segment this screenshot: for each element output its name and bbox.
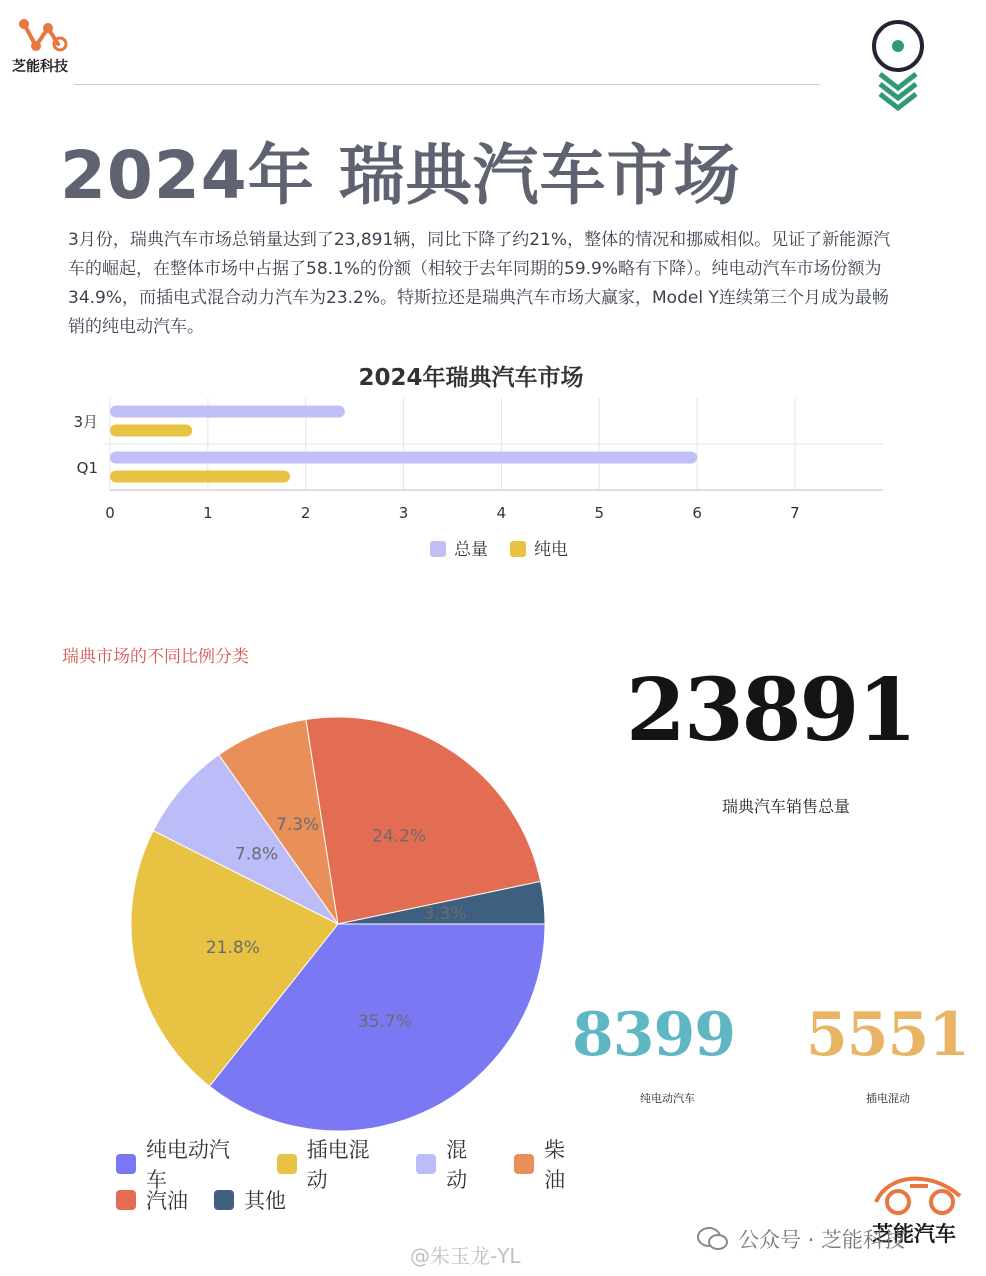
pie-legend-label: 混动 (446, 1138, 468, 1192)
phev-sales-value: 5551 (806, 1000, 969, 1070)
pie-legend-label: 纯电动汽车 (145, 1138, 230, 1192)
x-tick-label: 5 (594, 504, 605, 522)
pie-legend-label: 插电混动 (306, 1138, 370, 1192)
pie-legend-swatch (116, 1190, 136, 1210)
pie-legend-label: 柴油 (544, 1138, 566, 1192)
bar-纯电 (110, 425, 192, 437)
target-chevron-icon (866, 18, 930, 112)
bar-legend-swatch (510, 541, 526, 557)
bar-legend-label: 纯电 (534, 540, 568, 560)
x-tick-label: 6 (692, 504, 702, 522)
pie-heading: 瑞典市场的不同比例分类 (62, 647, 249, 667)
pie-legend-label: 汽油 (146, 1189, 188, 1213)
brand-name: 芝能科技 (12, 59, 68, 75)
pie-chart (110, 700, 570, 1140)
header-divider (74, 84, 820, 85)
bar-总量 (110, 406, 345, 418)
bar-总量 (110, 452, 697, 464)
car-logo-icon (870, 1166, 966, 1224)
x-tick-label: 4 (496, 504, 507, 522)
bar-legend-label: 总量 (454, 540, 488, 560)
pie-legend-swatch (116, 1154, 136, 1174)
wechat-icon (696, 1225, 730, 1253)
pie-legend-swatch (514, 1154, 534, 1174)
pie-legend-item (514, 1134, 586, 1194)
pie-legend-swatch (416, 1154, 436, 1174)
page-title: 2024年 瑞典汽车市场 (60, 137, 741, 214)
x-tick-label: 7 (790, 504, 800, 522)
pie-slice-label: 3.3% (423, 903, 467, 924)
pie-slice-label: 21.8% (205, 938, 260, 959)
x-tick-label: 2 (300, 504, 311, 522)
x-tick-label: 1 (203, 504, 213, 522)
bar-纯电 (110, 471, 290, 483)
car-logo-text: 芝能汽车 (872, 1222, 956, 1246)
phev-sales-label: 插电混动 (866, 1092, 910, 1105)
pie-legend-swatch (277, 1154, 297, 1174)
pie-legend (116, 1138, 586, 1218)
pie-legend-row (116, 1138, 586, 1192)
pie-slice-label: 24.2% (372, 826, 427, 847)
intro-paragraph: 3月份，瑞典汽车市场总销量达到了23,891辆，同比下降了约21%，整体的情况和挪威相似。见证了新能源汽车的崛起，在整体市场中占据了58.1%的份额（相较于去年同期的59.9%略有下降）。纯电动汽车市场份额为34.9%，而插电式混合动力汽车为23.2%。特斯拉还是瑞典汽车市场大赢家，Model Y连续第三个月成为最畅销的纯电动汽车。 (68, 230, 891, 337)
pie-legend-item (214, 1185, 286, 1215)
bev-sales-value: 8399 (572, 1000, 735, 1070)
weibo-watermark: @朱玉龙-YL (410, 1244, 521, 1268)
pie-slice-label: 7.8% (234, 844, 279, 865)
total-sales-value: 23891 (626, 660, 916, 761)
pie-legend-item (416, 1134, 488, 1194)
wechat-watermark (696, 1224, 905, 1254)
x-tick-label: 0 (105, 504, 115, 522)
pie-slice-label: 35.7% (357, 1011, 412, 1032)
pie-legend-item (277, 1134, 391, 1194)
pie-legend-label: 其他 (244, 1189, 286, 1213)
total-sales-label: 瑞典汽车销售总量 (722, 797, 851, 816)
bar-chart-title: 2024年瑞典汽车市场 (358, 365, 584, 391)
pie-legend-item (116, 1185, 188, 1215)
y-category-label: 3月 (73, 413, 98, 431)
pie-slice-label: 7.3% (276, 815, 320, 836)
bar-legend-swatch (430, 541, 446, 557)
y-category-label: Q1 (76, 459, 98, 477)
bar-chart (60, 355, 910, 575)
pie-legend-swatch (214, 1190, 234, 1210)
x-tick-label: 3 (398, 504, 409, 522)
wechat-watermark-text: 公众号 · 芝能科技 (738, 1228, 906, 1252)
bev-sales-label: 纯电动汽车 (640, 1092, 695, 1105)
